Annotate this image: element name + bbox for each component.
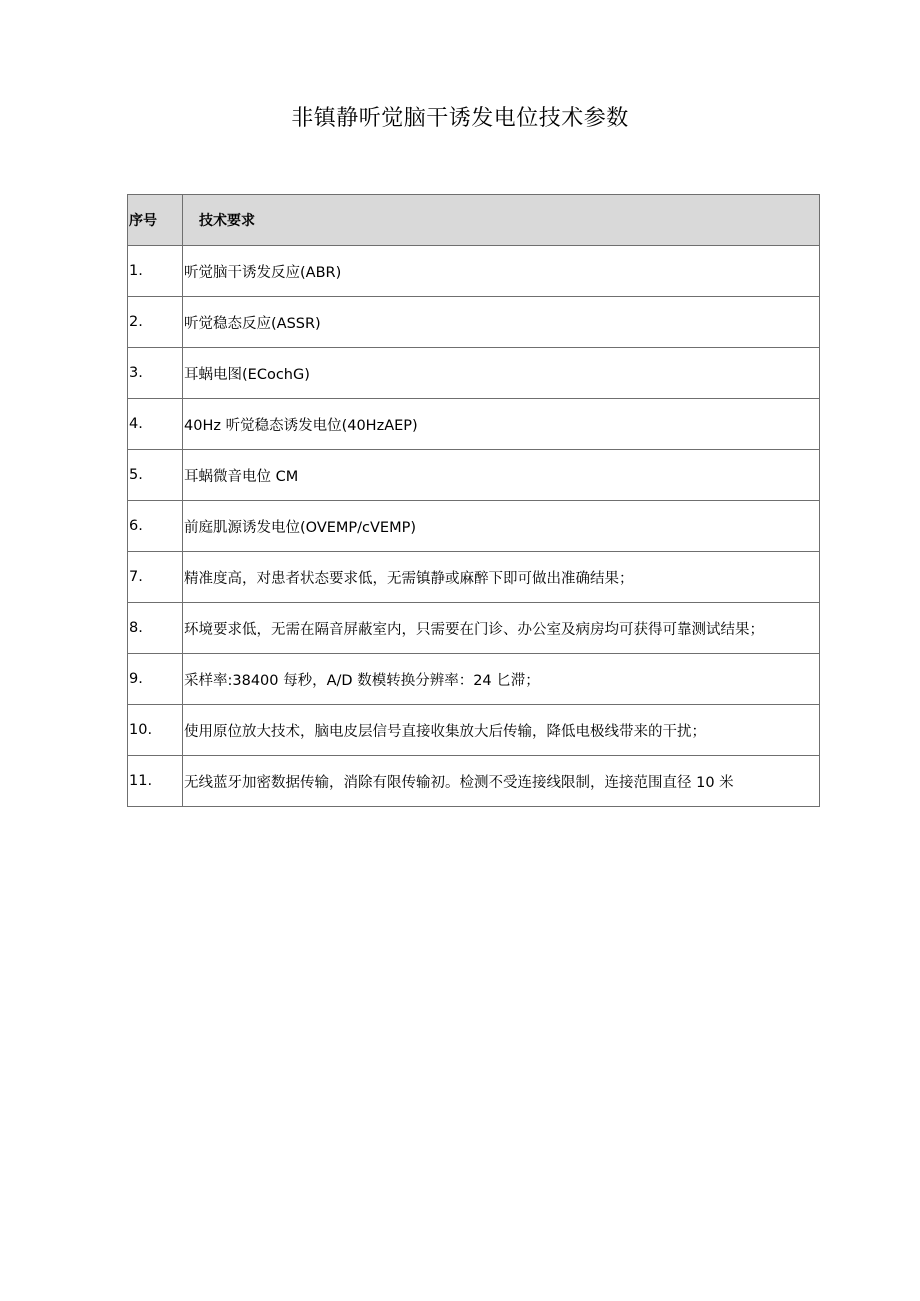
spec-table bbox=[127, 194, 820, 807]
table-row bbox=[128, 246, 820, 297]
row-index: 7. bbox=[128, 552, 183, 603]
header-index: 序号 bbox=[128, 195, 183, 246]
row-index: 5. bbox=[128, 450, 183, 501]
table-row bbox=[128, 348, 820, 399]
row-requirement: 前庭肌源诱发电位(OVEMP/cVEMP) bbox=[183, 501, 820, 552]
row-requirement: 听觉脑干诱发反应(ABR) bbox=[183, 246, 820, 297]
table-row bbox=[128, 450, 820, 501]
row-requirement: 精准度高，对患者状态要求低，无需镇静或麻醉下即可做出准确结果； bbox=[183, 552, 820, 603]
row-requirement: 使用原位放大技术，脑电皮层信号直接收集放大后传输，降低电极线带来的干扰； bbox=[183, 705, 820, 756]
table-row bbox=[128, 705, 820, 756]
row-requirement: 耳蜗电图(ECochG) bbox=[183, 348, 820, 399]
row-requirement: 耳蜗微音电位 CM bbox=[183, 450, 820, 501]
row-index: 11. bbox=[128, 756, 183, 807]
row-requirement: 环境要求低，无需在隔音屏蔽室内，只需要在门诊、办公室及病房均可获得可靠测试结果； bbox=[183, 603, 820, 654]
table-row bbox=[128, 552, 820, 603]
page-title: 非镇静听觉脑干诱发电位技术参数 bbox=[291, 106, 629, 131]
row-index: 4. bbox=[128, 399, 183, 450]
row-index: 10. bbox=[128, 705, 183, 756]
row-requirement: 听觉稳态反应(ASSR) bbox=[183, 297, 820, 348]
row-requirement: 40Hz 听觉稳态诱发电位(40HzAEP) bbox=[183, 399, 820, 450]
table-row bbox=[128, 399, 820, 450]
row-index: 2. bbox=[128, 297, 183, 348]
row-index: 3. bbox=[128, 348, 183, 399]
table-row bbox=[128, 297, 820, 348]
table-row bbox=[128, 756, 820, 807]
row-index: 1. bbox=[128, 246, 183, 297]
row-index: 6. bbox=[128, 501, 183, 552]
table-header-row bbox=[128, 195, 820, 246]
row-index: 9. bbox=[128, 654, 183, 705]
row-requirement: 采样率:38400 每秒，A/D 数模转换分辨率：24 匕滞； bbox=[183, 654, 820, 705]
row-index: 8. bbox=[128, 603, 183, 654]
row-requirement: 无线蓝牙加密数据传输，消除有限传输初。检测不受连接线限制，连接范围直径 10 米 bbox=[183, 756, 820, 807]
header-requirement: 技术要求 bbox=[183, 195, 820, 246]
table-row bbox=[128, 501, 820, 552]
table-row bbox=[128, 603, 820, 654]
table-row bbox=[128, 654, 820, 705]
